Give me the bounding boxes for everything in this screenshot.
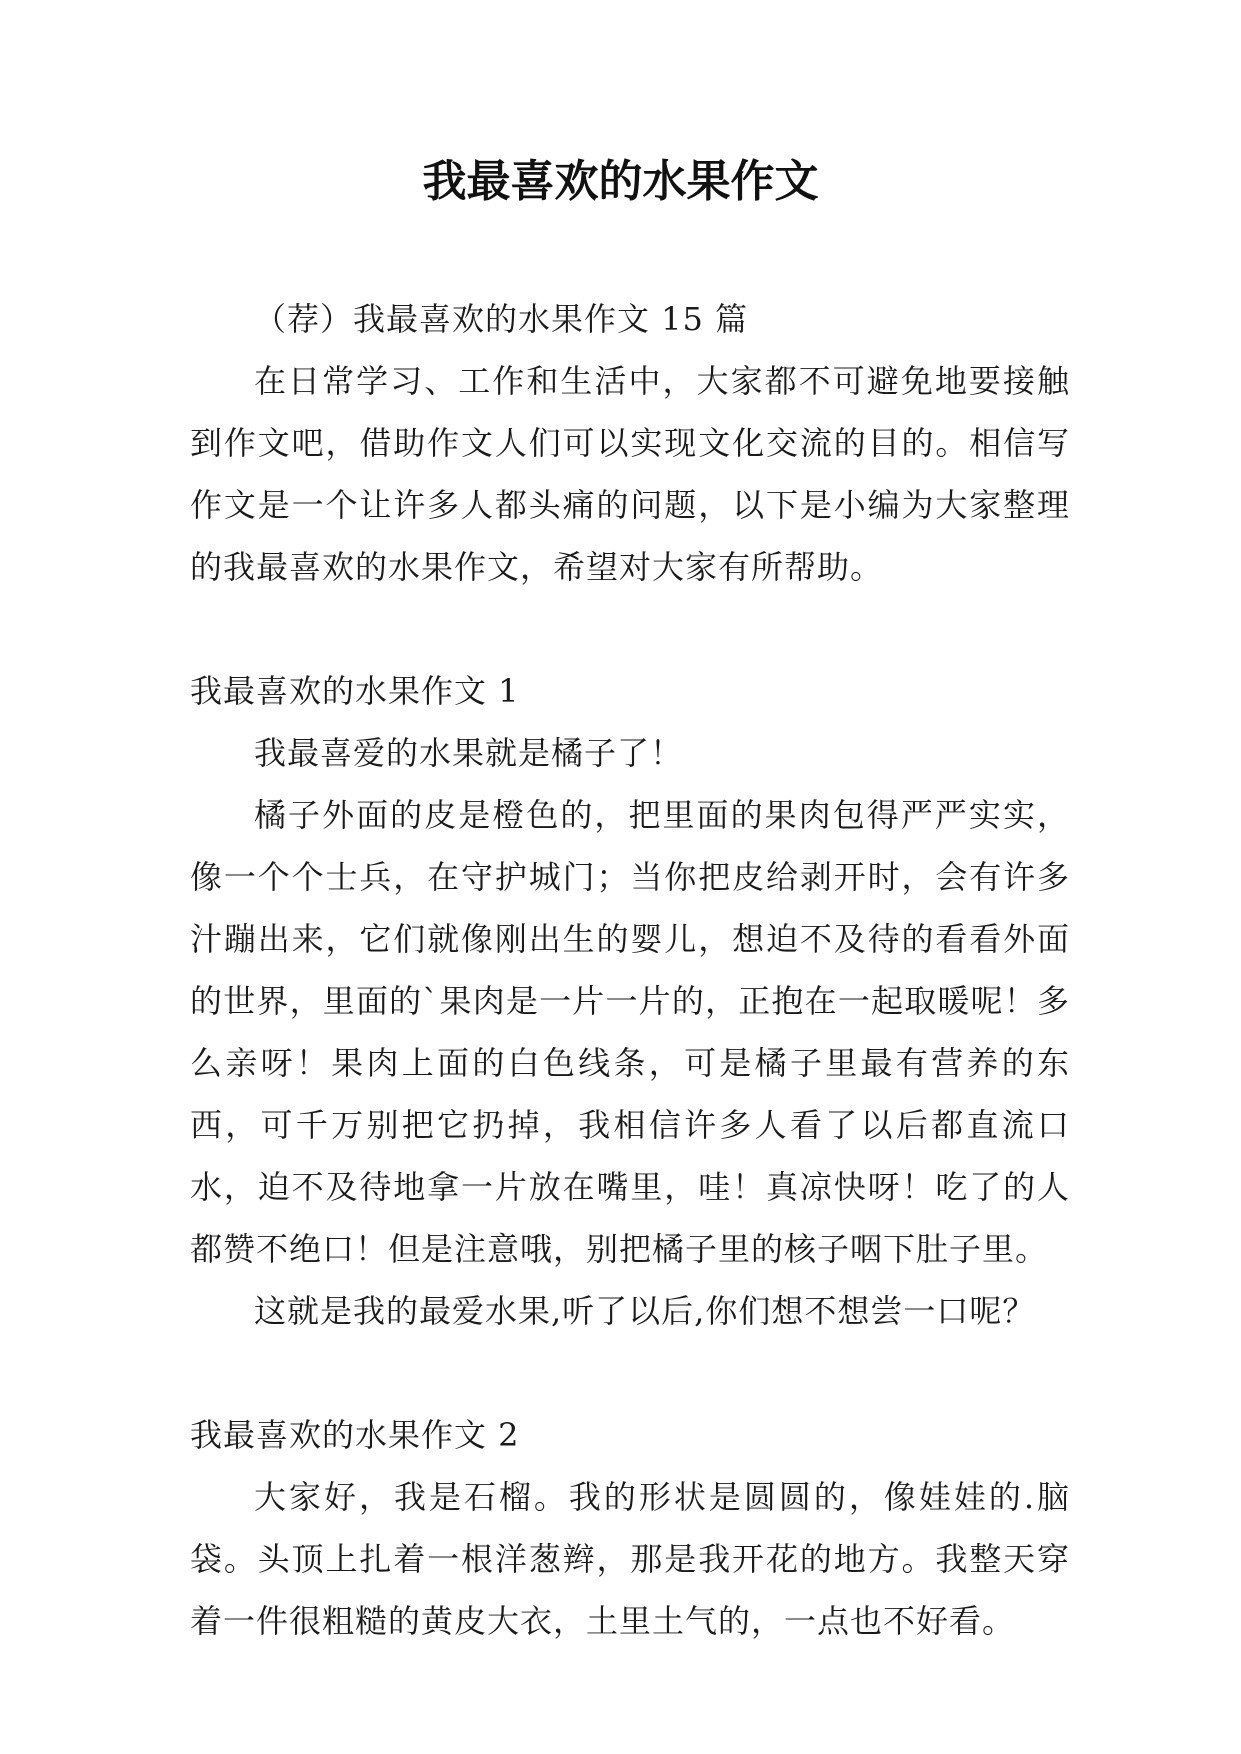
section-1-paragraph-1: 我最喜爱的水果就是橘子了！ [254, 734, 684, 772]
subtitle-line: （荐）我最喜欢的水果作文 15 篇 [254, 300, 749, 338]
section-2-paragraph-1: 大家好，我是石榴。我的形状是圆圆的，像娃娃的.脑袋。头顶上扎着一根洋葱辫，那是我开花的地方。我整天穿着一件很粗糙的黄皮大衣，土里土气的，一点也不好看。 [190, 1478, 1070, 1640]
section-1-paragraph-3: 这就是我的最爱水果,听了以后,你们想不想尝一口呢？ [254, 1292, 1036, 1330]
document-title: 我最喜欢的水果作文 [422, 156, 819, 207]
intro-paragraph: 在日常学习、工作和生活中，大家都不可避免地要接触到作文吧，借助作文人们可以实现文化交流的目的。相信写作文是一个让许多人都头痛的问题，以下是小编为大家整理的我最喜欢的水果作文，希望对大家有所帮助。 [190, 362, 1070, 586]
section-spacer [190, 598, 1070, 660]
document-body [190, 288, 1070, 1652]
section-heading-1: 我最喜欢的水果作文 1 [190, 672, 520, 710]
section-spacer [190, 1342, 1070, 1404]
section-heading-2: 我最喜欢的水果作文 2 [190, 1416, 520, 1454]
section-1-paragraph-2: 橘子外面的皮是橙色的，把里面的果肉包得严严实实，像一个个士兵，在守护城门；当你把皮给剥开时，会有许多汁蹦出来，它们就像刚出生的婴儿，想迫不及待的看看外面的世界，里面的`果肉是一片一片的，正抱在一起取暖呢！多么亲呀！果肉上面的白色线条，可是橘子里最有营养的东西，可千万别把它扔掉，我相信许多人看了以后都直流口水，迫不及待地拿一片放在嘴里，哇！真凉快呀！吃了的人都赞不绝口！但是注意哦，别把橘子里的核子咽下肚子里。 [190, 796, 1070, 1268]
